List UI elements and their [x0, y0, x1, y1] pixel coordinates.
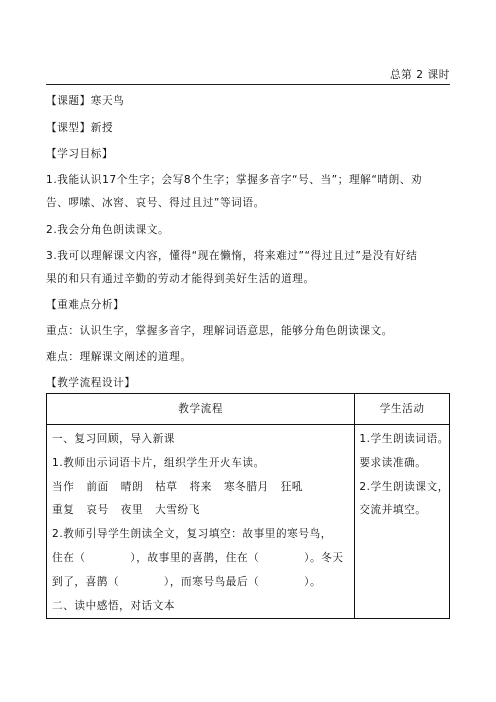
vocabulary-row	[47, 476, 354, 500]
flow-line: 1.教师出示词语卡片，组织学生开火车读。	[52, 456, 265, 469]
flow-cell	[47, 425, 355, 619]
flow-line: 2.教师引导学生朗读全文，复习填空：故事里的寒号鸟，	[52, 528, 332, 541]
activity-line: 交流并填空。	[359, 504, 427, 517]
vocabulary-word: 晴朗	[120, 480, 144, 493]
flow-line: 二、读中感悟，对话文本	[52, 599, 176, 612]
activity-line: 1.学生朗读词语。	[359, 433, 449, 445]
vocabulary-word: 寒冬腊月	[223, 480, 269, 493]
column-header-activity: 学生活动	[355, 394, 450, 425]
teaching-flow-table	[46, 393, 450, 619]
lesson-type: 【课型】新授	[46, 122, 114, 134]
flow-line: 一、复习回顾，导入新课	[52, 433, 176, 445]
vocabulary-row	[47, 499, 354, 523]
difficulty-point: 难点：理解课文阐述的道理。	[46, 351, 192, 363]
table-header-row	[47, 394, 450, 425]
objective-line: 1.我能认识17个生字；会写8个生字；掌握多音字“号、当”；理解“晴朗、劝	[46, 174, 423, 186]
lesson-title: 【课题】寒天鸟	[46, 95, 125, 107]
table-row	[47, 425, 450, 619]
activity-line: 2.学生朗读课文，	[359, 480, 449, 493]
lesson-count: 总第 2 课时	[389, 69, 450, 81]
activity-line: 要求读准确。	[359, 456, 427, 469]
vocabulary-word: 大雪纷飞	[155, 504, 200, 517]
vocabulary-word: 当作	[52, 480, 75, 493]
vocabulary-word: 将来	[189, 480, 212, 493]
key-point: 重点：认识生字，掌握多音字，理解词语意思，能够分角色朗读课文。	[46, 325, 394, 337]
analysis-heading: 【重难点分析】	[46, 299, 125, 311]
vocabulary-word: 哀号	[86, 504, 109, 517]
objectives-heading: 【学习目标】	[46, 148, 114, 160]
vocabulary-word: 狂吼	[280, 480, 304, 493]
objective-line: 果的和只有通过辛勤的劳动才能得到美好生活的道理。	[46, 273, 315, 285]
column-header-flow: 教学流程	[47, 394, 355, 425]
objective-line: 告、啰嗦、冰窖、哀号、得过且过”等词语。	[46, 197, 265, 209]
design-heading: 【教学流程设计】	[46, 377, 136, 389]
vocabulary-word: 重复	[52, 504, 75, 517]
activity-cell	[355, 425, 450, 619]
flow-line: 到了，喜鹊（ ），而寒号鸟最后（ ）。	[52, 575, 322, 588]
vocabulary-word: 前面	[86, 480, 109, 493]
objective-line: 2.我会分角色朗读课文。	[46, 224, 170, 236]
flow-line: 住在（ ），故事里的喜鹊，住在（ ）。冬天	[52, 551, 344, 564]
vocabulary-word: 夜里	[120, 504, 144, 517]
vocabulary-word: 枯草	[155, 480, 178, 493]
objective-line: 3.我可以理解课文内容，懂得“现在懒惰，将来难过”“得过且过”是没有好结	[46, 250, 418, 262]
header-divider	[46, 84, 450, 85]
